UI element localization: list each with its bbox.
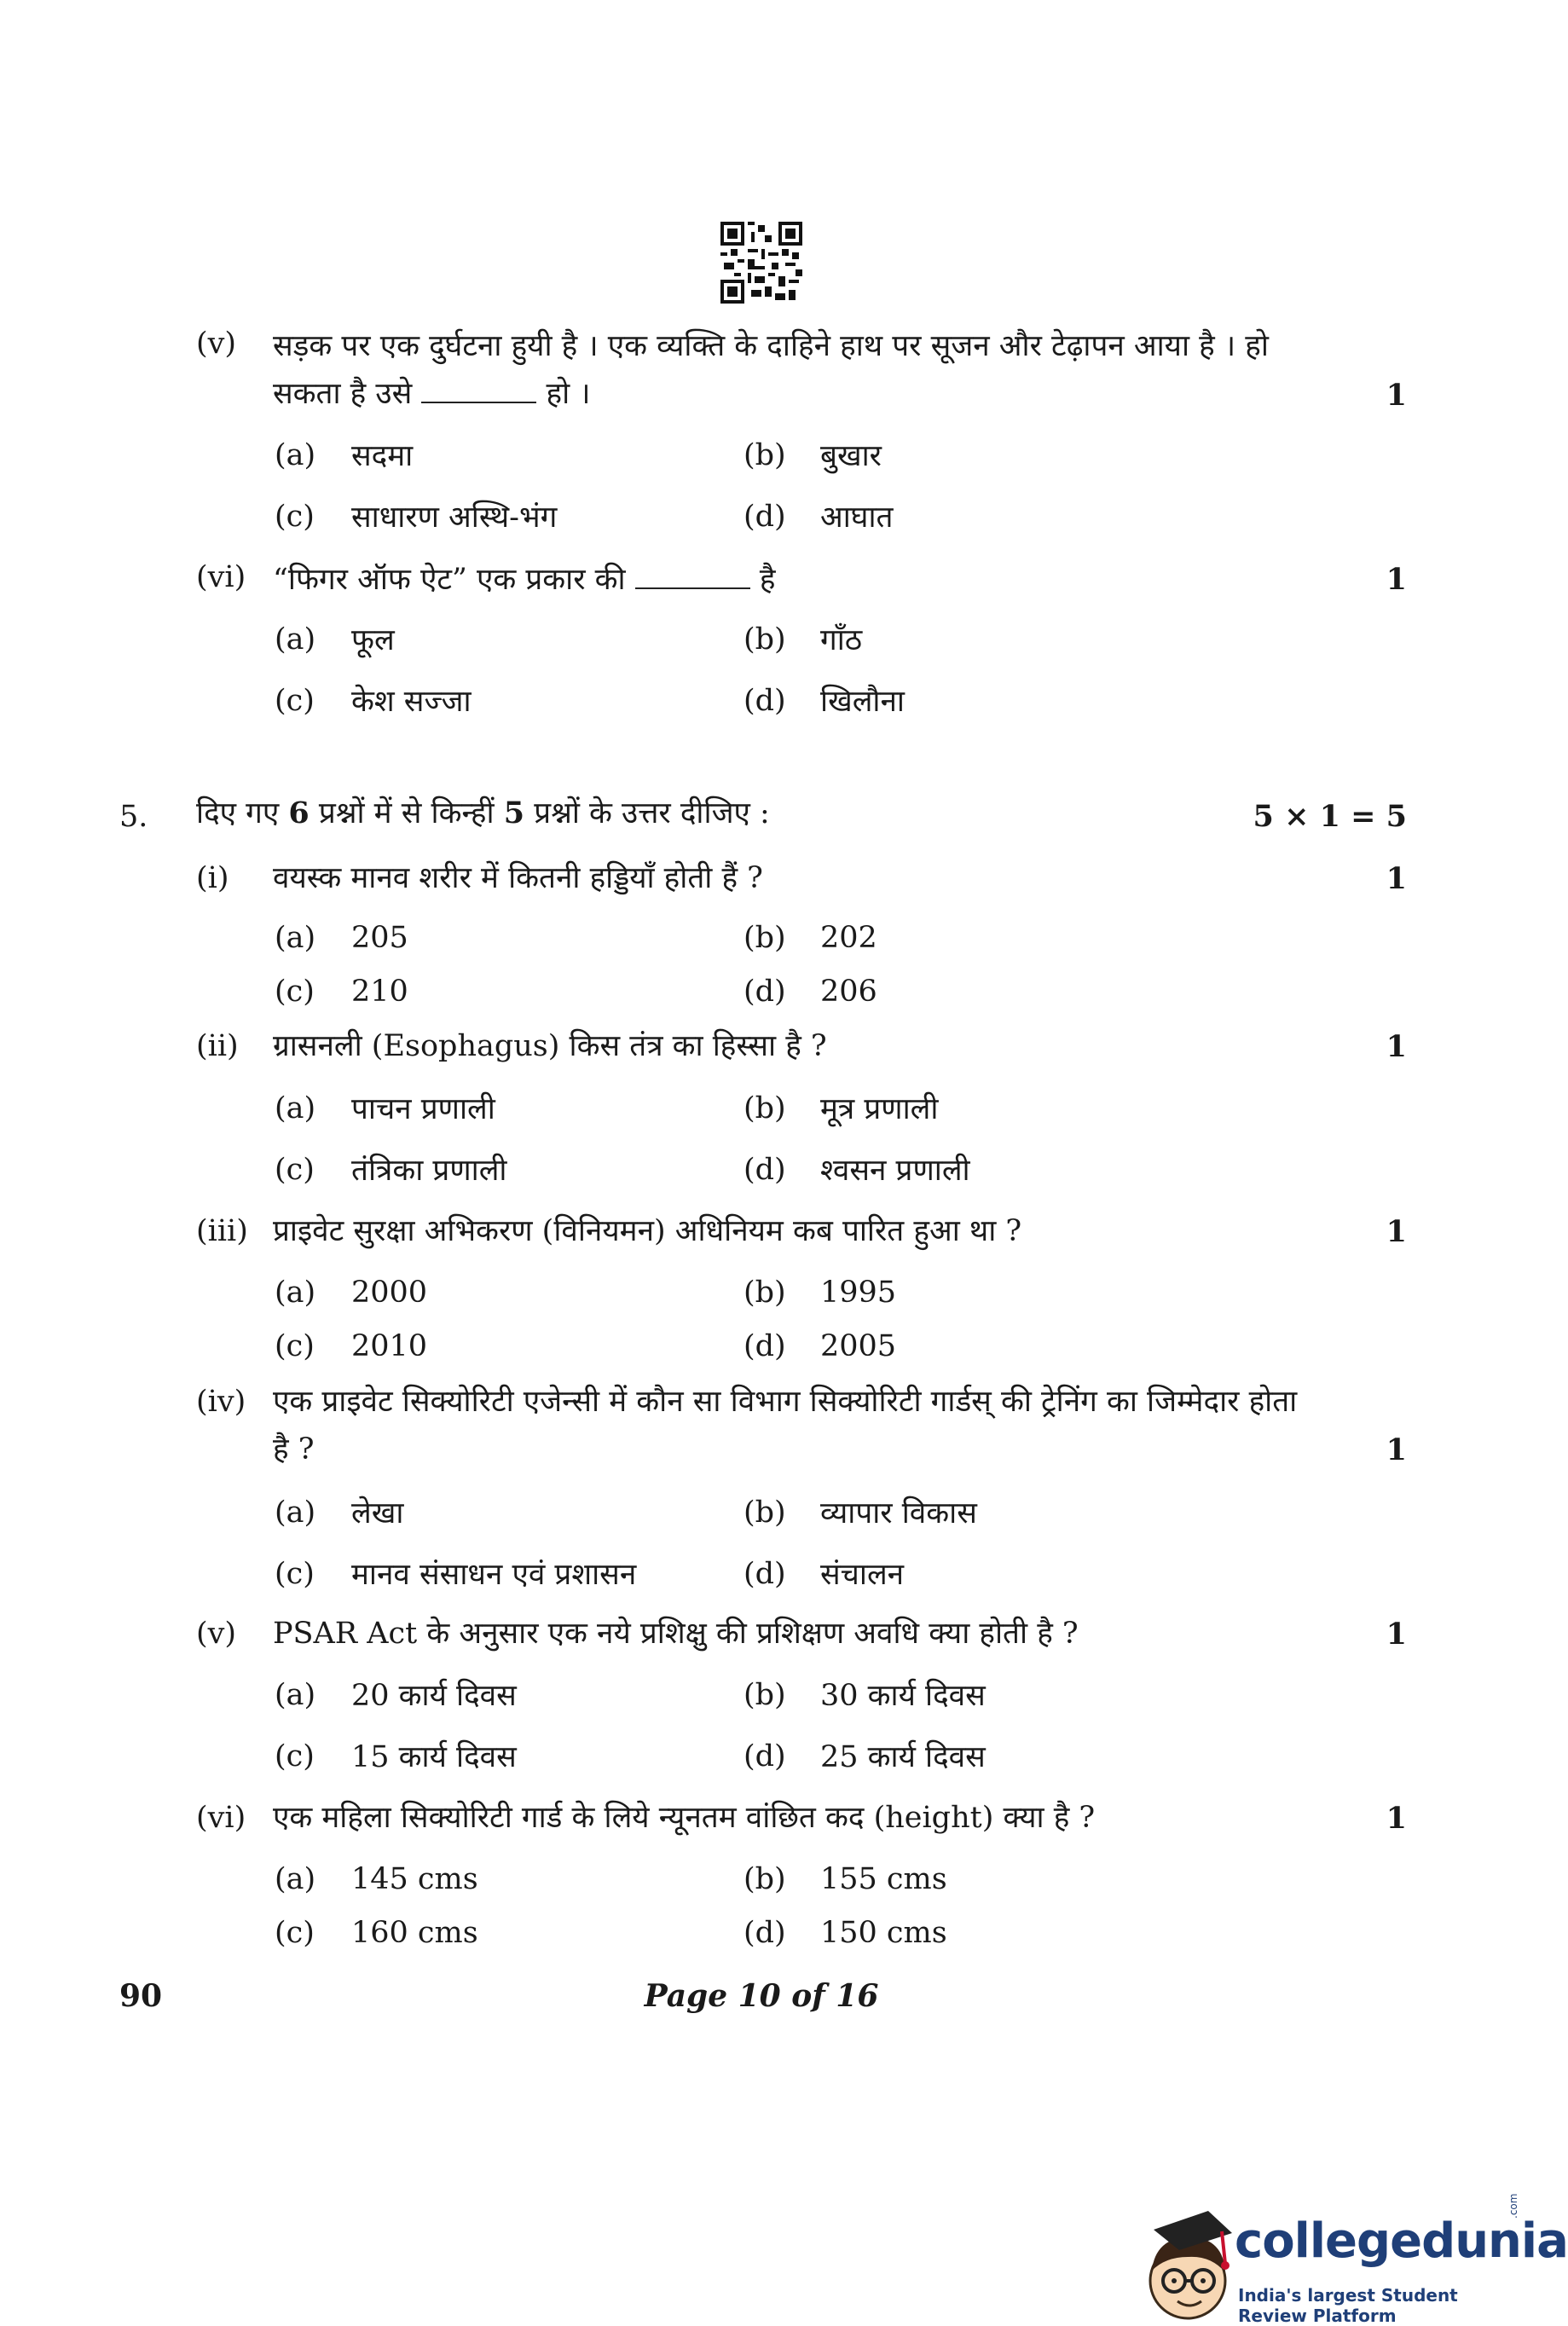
option-label: (c): [275, 1916, 315, 1950]
question-text: सड़क पर एक दुर्घटना हुयी है । एक व्यक्ति के दाहिने हाथ पर सूजन और टेढ़ापन आया है । हो: [273, 329, 1269, 363]
question-number: (i): [196, 861, 229, 895]
option-label: (a): [275, 1276, 316, 1310]
question-text: एक प्राइवेट सिक्योरिटी एजेन्सी में कौन सा विभाग सिक्योरिटी गार्डस् की ट्रेनिंग का जिम्मेदार होता: [273, 1385, 1298, 1419]
option-label: (a): [275, 1496, 316, 1530]
question-marks: 1: [1386, 378, 1407, 413]
option-text: 160 cms: [351, 1916, 478, 1950]
question-number: (ii): [196, 1029, 239, 1063]
option-text: सदमा: [351, 439, 414, 473]
instruction-mid: प्रश्नों में से किन्हीं: [309, 796, 504, 830]
question-text: प्राइवेट सुरक्षा अभिकरण (विनियमन) अधिनियम कब पारित हुआ था ?: [273, 1214, 1022, 1248]
option-text: 150 cms: [820, 1916, 947, 1950]
page-indicator: Page 10 of 16: [644, 1978, 879, 2014]
fill-in-blank: [635, 562, 750, 589]
option-label: (b): [743, 1276, 786, 1310]
instruction-count-given: 6: [288, 796, 310, 830]
option-text: 2005: [820, 1329, 897, 1363]
option-text: 20 कार्य दिवस: [351, 1679, 517, 1713]
question-text-line2: है ?: [273, 1432, 315, 1467]
option-label: (a): [275, 438, 316, 472]
option-label: (a): [275, 1862, 316, 1896]
brand-tagline: India's largest Student Review Platform: [1238, 2285, 1458, 2326]
question-text: वयस्क मानव शरीर में कितनी हड्डियाँ होती हैं ?: [273, 861, 763, 895]
question-number: (iv): [196, 1385, 246, 1419]
brand-domain-suffix: .com: [1507, 2193, 1519, 2219]
question-text: ग्रासनली (Esophagus) किस तंत्र का हिस्सा है ?: [273, 1029, 827, 1063]
option-text: 2000: [351, 1276, 428, 1310]
question-text: एक महिला सिक्योरिटी गार्ड के लिये न्यूनतम वांछित कद (height) क्या है ?: [273, 1801, 1096, 1835]
brand-name: collegedunia: [1235, 2213, 1568, 2269]
option-text: तंत्रिका प्रणाली: [351, 1154, 507, 1188]
instruction-pre: दिए गए: [196, 796, 289, 830]
option-label: (c): [275, 684, 315, 718]
option-text: 1995: [820, 1276, 897, 1310]
option-label: (d): [743, 1329, 786, 1363]
question-text-post: हो ।: [546, 377, 591, 411]
question-text: PSAR Act के अनुसार एक नये प्रशिक्षु की प्रशिक्षण अवधि क्या होती है ?: [273, 1617, 1079, 1651]
option-label: (c): [275, 1153, 315, 1187]
option-text: लेखा: [351, 1496, 404, 1530]
option-label: (a): [275, 1678, 316, 1712]
qr-code-icon: [720, 222, 802, 304]
option-label: (a): [275, 1091, 316, 1125]
question-number: (v): [196, 1617, 237, 1651]
option-text: 2010: [351, 1329, 428, 1363]
option-text: 205: [351, 921, 408, 955]
option-label: (c): [275, 975, 315, 1009]
option-label: (d): [743, 1557, 786, 1591]
option-text: मानव संसाधन एवं प्रशासन: [351, 1558, 637, 1592]
question-text-post: है: [759, 563, 776, 597]
fill-in-blank: [421, 376, 536, 403]
option-label: (c): [275, 500, 315, 534]
option-label: (a): [275, 921, 316, 955]
option-text: बुखार: [820, 439, 882, 473]
option-text: फूल: [351, 623, 395, 657]
option-label: (b): [743, 921, 786, 955]
option-label: (c): [275, 1739, 315, 1773]
option-text: साधारण अस्थि-भंग: [351, 500, 558, 535]
paper-code: 90: [119, 1978, 163, 2014]
question-text-line2: [273, 370, 591, 418]
option-text: 202: [820, 921, 877, 955]
option-label: (d): [743, 1153, 786, 1187]
question-marks: 1: [1386, 1029, 1407, 1064]
question-5-number: 5.: [119, 800, 148, 834]
option-text: 206: [820, 975, 877, 1009]
question-marks: 1: [1386, 1801, 1407, 1836]
question-marks: 1: [1386, 562, 1407, 597]
question-marks: 1: [1386, 1432, 1407, 1467]
instruction-count-required: 5: [503, 796, 525, 830]
option-text: 15 कार्य दिवस: [351, 1740, 517, 1774]
option-label: (b): [743, 1678, 786, 1712]
option-text: गाँठ: [820, 623, 863, 657]
option-text: आघात: [820, 500, 894, 535]
question-marks: 1: [1386, 861, 1407, 896]
question-number: (iii): [196, 1214, 248, 1248]
question-5-instruction: [196, 795, 770, 832]
option-text: व्यापार विकास: [820, 1496, 977, 1530]
option-text: 210: [351, 975, 408, 1009]
question-number: (vi): [196, 1801, 246, 1835]
option-text: 145 cms: [351, 1862, 478, 1896]
option-label: (c): [275, 1329, 315, 1363]
question-marks: 1: [1386, 1617, 1407, 1652]
option-text: 30 कार्य दिवस: [820, 1679, 986, 1713]
option-text: श्वसन प्रणाली: [820, 1154, 970, 1188]
question-text: [273, 556, 776, 604]
option-label: (b): [743, 438, 786, 472]
option-label: (a): [275, 622, 316, 657]
option-label: (d): [743, 975, 786, 1009]
option-text: मूत्र प्रणाली: [820, 1092, 939, 1126]
option-text: 155 cms: [820, 1862, 947, 1896]
option-text: संचालन: [820, 1558, 905, 1592]
option-label: (d): [743, 684, 786, 718]
question-text-pre: सकता है उसे: [273, 377, 413, 411]
option-text: पाचन प्रणाली: [351, 1092, 495, 1126]
option-label: (b): [743, 1862, 786, 1896]
option-label: (b): [743, 622, 786, 657]
question-text-pre: “फिगर ऑफ ऐट” एक प्रकार की: [273, 563, 626, 597]
option-label: (b): [743, 1496, 786, 1530]
question-number: (v): [196, 327, 237, 361]
option-label: (b): [743, 1091, 786, 1125]
instruction-post: प्रश्नों के उत्तर दीजिए :: [524, 796, 770, 830]
option-text: केश सज्जा: [351, 685, 472, 719]
question-marks: 1: [1386, 1214, 1407, 1249]
option-label: (c): [275, 1557, 315, 1591]
option-text: खिलौना: [820, 685, 905, 719]
option-label: (d): [743, 1739, 786, 1773]
question-number: (vi): [196, 560, 246, 594]
option-label: (d): [743, 500, 786, 534]
option-text: 25 कार्य दिवस: [820, 1740, 986, 1774]
option-label: (d): [743, 1916, 786, 1950]
question-5-total-marks: 5 × 1 = 5: [1253, 799, 1407, 834]
